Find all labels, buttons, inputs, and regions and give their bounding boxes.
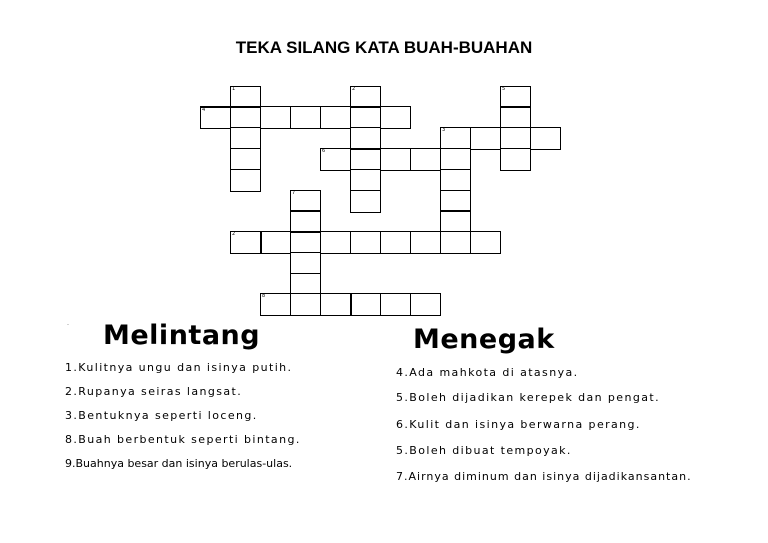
crossword-cell[interactable] <box>290 106 321 129</box>
crossword-cell[interactable] <box>380 148 411 171</box>
clue-number: 6 <box>322 148 326 154</box>
down-heading: Menegak <box>413 324 555 355</box>
crossword-cell[interactable] <box>440 210 471 233</box>
across-clue: 2.Rupanya seiras langsat. <box>65 385 243 398</box>
clue-number: 4 <box>202 107 206 113</box>
crossword-cell[interactable] <box>470 127 501 150</box>
crossword-cell[interactable] <box>440 127 471 150</box>
clue-number: 3 <box>442 127 446 133</box>
stray-mark: · <box>67 322 69 328</box>
crossword-cell[interactable] <box>350 169 381 192</box>
crossword-cell[interactable] <box>470 231 501 254</box>
crossword-cell[interactable] <box>290 231 321 254</box>
crossword-cell[interactable] <box>320 293 351 316</box>
crossword-cell[interactable] <box>410 293 441 316</box>
crossword-cell[interactable] <box>260 106 291 129</box>
crossword-cell[interactable] <box>530 127 561 150</box>
crossword-cell[interactable] <box>350 127 381 150</box>
down-clue: 7.Airnya diminum dan isinya dijadikansantan. <box>396 470 692 483</box>
crossword-cell[interactable] <box>320 231 351 254</box>
page-title: TEKA SILANG KATA BUAH-BUAHAN <box>235 38 533 57</box>
crossword-cell[interactable] <box>350 190 381 213</box>
crossword-cell[interactable] <box>230 127 261 150</box>
crossword-cell[interactable] <box>290 293 321 316</box>
crossword-cell[interactable] <box>380 231 411 254</box>
clue-number: 5 <box>502 86 506 92</box>
crossword-cell[interactable] <box>320 148 351 171</box>
crossword-cell[interactable] <box>200 106 231 129</box>
down-clue: 6.Kulit dan isinya berwarna perang. <box>396 418 641 431</box>
crossword-cell[interactable] <box>440 148 471 171</box>
crossword-cell[interactable] <box>290 210 321 233</box>
crossword-cell[interactable] <box>500 106 531 129</box>
crossword-cell[interactable] <box>230 231 261 254</box>
across-clue: 9.Buahnya besar dan isinya berulas-ulas. <box>65 457 293 470</box>
crossword-cell[interactable] <box>290 252 321 275</box>
clue-number: 1 <box>232 86 236 92</box>
crossword-cell[interactable] <box>440 169 471 192</box>
across-heading: Melintang <box>103 320 261 351</box>
crossword-cell[interactable] <box>350 148 381 171</box>
crossword-cell[interactable] <box>350 106 381 129</box>
clue-number: 2 <box>352 86 356 92</box>
across-clue: 8.Buah berbentuk seperti bintang. <box>65 433 301 446</box>
clue-number: 2 <box>232 231 236 237</box>
crossword-cell[interactable] <box>350 293 381 316</box>
crossword-cell[interactable] <box>410 231 441 254</box>
down-clue: 5.Boleh dijadikan kerepek dan pengat. <box>396 391 660 404</box>
crossword-cell[interactable] <box>500 148 531 171</box>
across-clue: 3.Bentuknya seperti loceng. <box>65 409 258 422</box>
crossword-cell[interactable] <box>350 231 381 254</box>
down-clue: 5.Boleh dibuat tempoyak. <box>396 444 572 457</box>
crossword-cell[interactable] <box>230 169 261 192</box>
crossword-cell[interactable] <box>440 231 471 254</box>
down-clue: 4.Ada mahkota di atasnya. <box>396 366 579 379</box>
crossword-cell[interactable] <box>230 148 261 171</box>
crossword-cell[interactable] <box>500 127 531 150</box>
clue-number: 8 <box>262 293 266 299</box>
crossword-cell[interactable] <box>320 106 351 129</box>
crossword-cell[interactable] <box>380 293 411 316</box>
crossword-cell[interactable] <box>260 293 291 316</box>
crossword-cell[interactable] <box>410 148 441 171</box>
crossword-cell[interactable] <box>260 231 291 254</box>
crossword-cell[interactable] <box>380 106 411 129</box>
clue-number: 7 <box>292 190 296 196</box>
crossword-cell[interactable] <box>230 106 261 129</box>
across-clue: 1.Kulitnya ungu dan isinya putih. <box>65 361 293 374</box>
